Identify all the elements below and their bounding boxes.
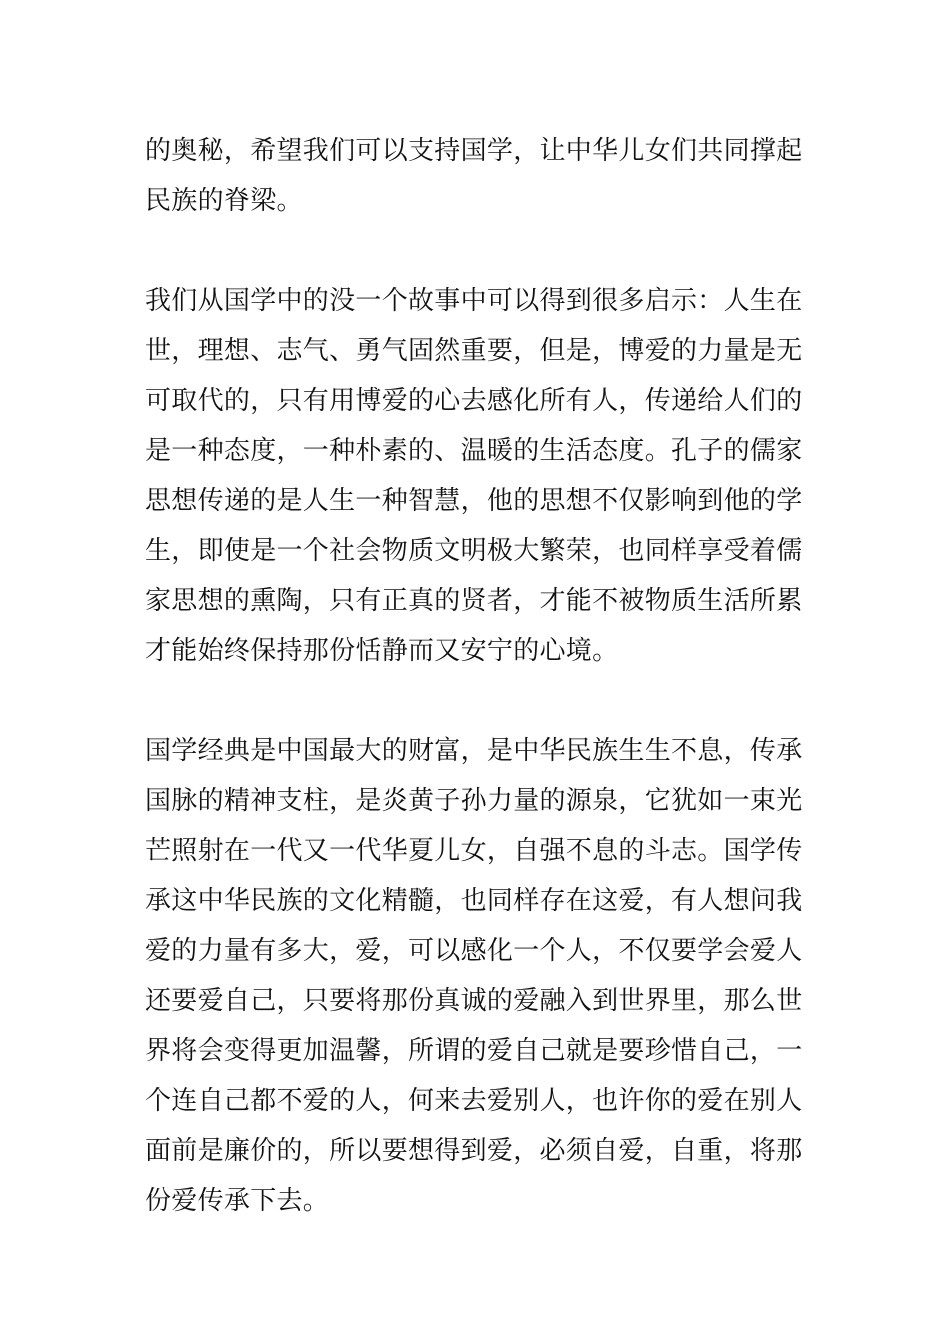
text-line: 国学经典是中国最大的财富，是中华民族生生不息，传承 bbox=[145, 736, 803, 766]
text-line: 国脉的精神支柱，是炎黄子孙力量的源泉，它犹如一束光 bbox=[145, 786, 803, 816]
text-line: 是一种态度，一种朴素的、温暖的生活态度。孔子的儒家 bbox=[145, 436, 803, 466]
text-line: 的奥秘，希望我们可以支持国学，让中华儿女们共同撑起 bbox=[145, 136, 803, 166]
text-line: 才能始终保持那份恬静而又安宁的心境。 bbox=[145, 636, 619, 666]
text-line: 爱的力量有多大，爱，可以感化一个人，不仅要学会爱人 bbox=[145, 936, 803, 966]
text-line: 思想传递的是人生一种智慧，他的思想不仅影响到他的学 bbox=[145, 486, 803, 516]
text-line: 我们从国学中的没一个故事中可以得到很多启示：人生在 bbox=[145, 286, 803, 316]
paragraph-3 bbox=[145, 726, 825, 1226]
text-line: 可取代的，只有用博爱的心去感化所有人，传递给人们的 bbox=[145, 386, 803, 416]
text-line: 世，理想、志气、勇气固然重要，但是，博爱的力量是无 bbox=[145, 336, 803, 366]
text-line: 承这中华民族的文化精髓，也同样存在这爱，有人想问我 bbox=[145, 886, 803, 916]
text-line: 面前是廉价的，所以要想得到爱，必须自爱，自重，将那 bbox=[145, 1136, 803, 1166]
text-line: 生，即使是一个社会物质文明极大繁荣，也同样享受着儒 bbox=[145, 536, 803, 566]
text-line: 还要爱自己，只要将那份真诚的爱融入到世界里，那么世 bbox=[145, 986, 803, 1016]
text-line: 芒照射在一代又一代华夏儿女，自强不息的斗志。国学传 bbox=[145, 836, 803, 866]
text-line: 民族的脊梁。 bbox=[145, 186, 303, 216]
text-line: 界将会变得更加温馨，所谓的爱自己就是要珍惜自己，一 bbox=[145, 1036, 803, 1066]
paragraph-1 bbox=[145, 126, 825, 226]
text-line: 份爱传承下去。 bbox=[145, 1186, 330, 1216]
text-line: 个连自己都不爱的人，何来去爱别人，也许你的爱在别人 bbox=[145, 1086, 803, 1116]
paragraph-2 bbox=[145, 276, 825, 676]
text-line: 家思想的熏陶，只有正真的贤者，才能不被物质生活所累 bbox=[145, 586, 803, 616]
